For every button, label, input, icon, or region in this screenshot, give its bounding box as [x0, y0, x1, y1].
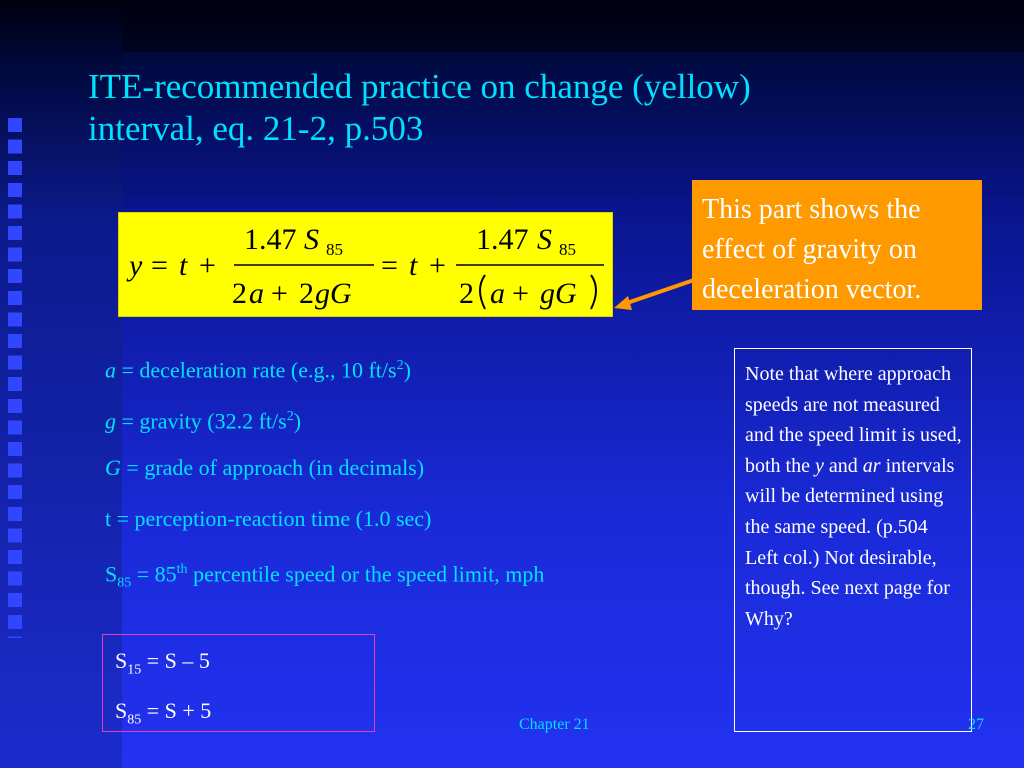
sub-S85: 85 [117, 575, 132, 591]
sup-g: 2 [286, 409, 294, 424]
page-number: 27 [968, 716, 984, 733]
note-y: y [815, 454, 824, 477]
formula-den1-gG: gG [315, 277, 352, 310]
sup-S85: th [176, 562, 188, 577]
tail-a: ) [403, 357, 411, 383]
s85-line [115, 693, 374, 743]
symbol-a: a [105, 357, 116, 383]
title-line-2: interval, eq. 21-2, p.503 [88, 109, 424, 148]
tail-g: ) [293, 408, 302, 434]
text-t: t = perception-reaction time (1.0 sec) [105, 506, 432, 531]
formula-num2-coef: 1.47 [476, 223, 529, 256]
formula-den1-plus: + [271, 277, 288, 310]
callout-arrow-icon [612, 278, 702, 318]
title-line-1: ITE-recommended practice on change (yellow) [88, 67, 751, 106]
eq-g: = [116, 408, 140, 434]
s15-lead: S [115, 648, 128, 673]
note-part-1: Note that where approach speeds are not measured and the speed limit is used, both the [745, 363, 962, 477]
definition-t [105, 499, 544, 550]
text-g: gravity (32.2 ft/s [139, 408, 287, 434]
slide-title [88, 66, 888, 150]
formula-num1-S: S [304, 223, 319, 256]
formula-num1-sub: 85 [326, 240, 343, 259]
footer-chapter: Chapter 21 [519, 716, 590, 733]
formula-equation [119, 213, 612, 316]
text-S85: percentile speed or the speed limit, mph [187, 561, 545, 587]
formula-den2-plus: + [512, 277, 529, 310]
variable-definitions [105, 346, 544, 601]
formula-num2-S: S [537, 223, 552, 256]
eq-a: = [116, 357, 140, 383]
gravity-callout: This part shows the effect of gravity on deceleration vector. [692, 180, 982, 310]
s85-sub: 85 [127, 712, 142, 728]
formula-box [118, 212, 613, 317]
formula-num1-coef: 1.47 [244, 223, 297, 256]
text-G: grade of approach (in decimals) [144, 455, 425, 480]
formula-den1-a: a [249, 277, 264, 310]
definition-G [105, 448, 544, 499]
formula-t-1: t [179, 249, 188, 282]
left-paren [480, 275, 485, 309]
formula-plus-2: + [429, 249, 446, 282]
s85-rest: = S + 5 [141, 698, 212, 723]
formula-plus-1: + [199, 249, 216, 282]
formula-eq-1: = [151, 249, 168, 282]
symbol-g: g [105, 408, 116, 434]
speed-formula-box [102, 634, 375, 732]
formula-den1-2: 2 [232, 277, 247, 310]
speed-note-box [734, 348, 972, 732]
note-and: and [823, 454, 863, 477]
formula-den2-a: a [490, 277, 505, 310]
formula-t-2: t [409, 249, 418, 282]
note-ar: ar [862, 454, 881, 477]
formula-eq-2: = [381, 249, 398, 282]
lead-S85: S [105, 561, 118, 587]
s15-line [115, 643, 374, 693]
definition-S85 [105, 550, 544, 601]
formula-den2-2: 2 [459, 277, 474, 310]
s85-lead: S [115, 698, 128, 723]
formula-y: y [129, 249, 143, 282]
sup-a: 2 [396, 358, 404, 373]
formula-den2-gG: gG [540, 277, 577, 310]
eq-S85: = 85 [131, 561, 177, 587]
formula-den1-2b: 2 [299, 277, 314, 310]
definition-a [105, 346, 544, 397]
formula-num2-sub: 85 [559, 240, 576, 259]
note-part-2: intervals will be determined using the same speed. (p.504 Left col.) Not desirable, though. See next page for Why? [745, 454, 955, 630]
definition-g [105, 397, 544, 448]
top-band [122, 0, 1024, 52]
eq-G: = [120, 455, 145, 480]
text-a: deceleration rate (e.g., 10 ft/s [139, 357, 397, 383]
s15-rest: = S – 5 [141, 648, 210, 673]
symbol-G: G [105, 455, 121, 480]
right-paren [591, 275, 596, 309]
decorative-squares [8, 118, 28, 638]
s15-sub: 15 [127, 662, 142, 678]
